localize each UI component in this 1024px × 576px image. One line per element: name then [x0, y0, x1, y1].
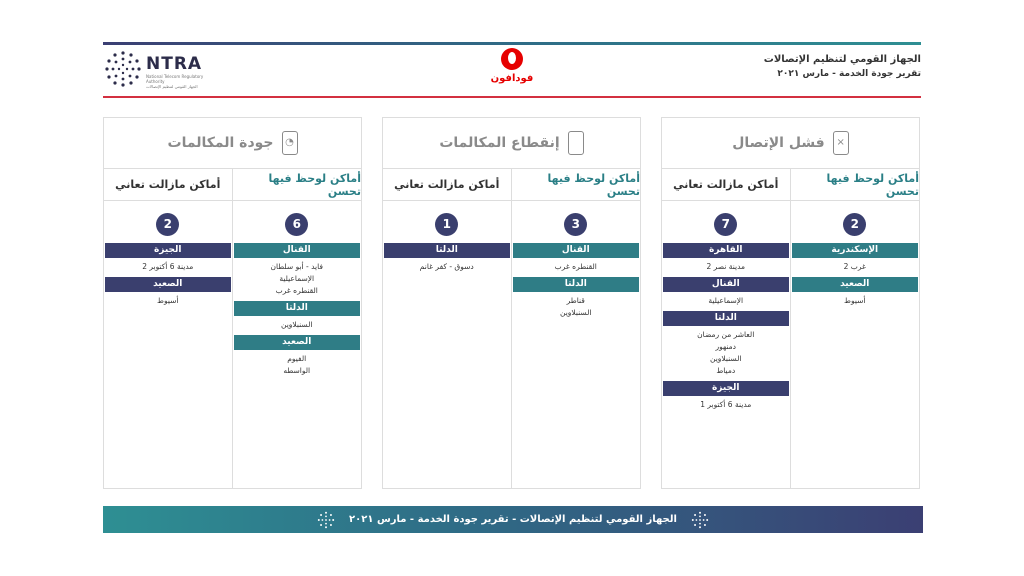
improved-column: [233, 169, 362, 489]
location-item: السنبلاوين: [560, 308, 592, 317]
count-badge: 6: [285, 213, 308, 236]
region-header: الصعيد: [105, 277, 231, 292]
region-items: [234, 258, 361, 301]
region-items: [384, 258, 510, 277]
report-header: [764, 54, 921, 79]
count-badge: 3: [564, 213, 587, 236]
ntra-logo-subtitle: National Telecom Regulatory Authority الجهاز القومي لتنظيم الإتصالات: [146, 74, 204, 89]
location-item: الفيوم: [287, 354, 307, 363]
region-header: الصعيد: [792, 277, 919, 292]
location-item: مدينة 6 أكتوبر 1: [700, 400, 752, 409]
region-group: [663, 277, 789, 311]
region-items: [663, 258, 789, 277]
region-group: [792, 243, 919, 277]
region-header: القنال: [513, 243, 640, 258]
header-bottom-rule: [103, 96, 921, 98]
column-header: أماكن لوحظ فيها تحسن: [512, 169, 641, 201]
region-header: الدلتا: [234, 301, 361, 316]
region-group: [663, 311, 789, 381]
region-header: القاهرة: [663, 243, 789, 258]
region-header: الصعيد: [234, 335, 361, 350]
suffering-column: [104, 169, 233, 489]
region-items: [663, 326, 789, 381]
location-item: الواسطه: [283, 366, 311, 375]
column-header: أماكن لوحظ فيها تحسن: [233, 169, 362, 201]
region-group: [513, 243, 640, 277]
region-header: الدلتا: [663, 311, 789, 326]
region-group: [105, 277, 231, 311]
region-items: [792, 292, 919, 311]
region-header: الجيزة: [105, 243, 231, 258]
location-item: دسوق - كفر غانم: [419, 262, 474, 271]
panel-title: جودة المكالمات: [167, 135, 274, 151]
region-header: الإسكندرية: [792, 243, 919, 258]
location-item: دمياط: [716, 366, 736, 375]
location-item: القنطره غرب: [275, 286, 318, 295]
location-item: الإسماعيلية: [279, 274, 315, 283]
location-item: القنطره غرب: [554, 262, 597, 271]
region-group: [234, 243, 361, 301]
column-header: أماكن مازالت تعاني: [104, 169, 232, 201]
panel-columns: [104, 169, 361, 489]
region-header: الدلتا: [384, 243, 510, 258]
panel-header: [662, 118, 919, 169]
report-title: تقرير جودة الخدمة - مارس ٢٠٢١: [777, 69, 921, 79]
org-title: الجهاز القومي لتنظيم الإتصالات: [763, 54, 921, 65]
panel-title: إنقطاع المكالمات: [439, 135, 560, 151]
region-items: [234, 316, 361, 335]
location-item: فايد - أبو سلطان: [270, 262, 323, 271]
location-item: أسيوط: [157, 296, 179, 305]
region-group: [513, 277, 640, 323]
column-header: أماكن مازالت تعاني: [662, 169, 790, 201]
ntra-emblem-icon: [317, 511, 335, 529]
call-drop-icon: [568, 131, 584, 155]
location-item: مدينة 6 أكتوبر 2: [142, 262, 194, 271]
region-items: [663, 292, 789, 311]
location-item: غرب 2: [843, 262, 866, 271]
region-group: [234, 335, 361, 381]
region-items: [105, 258, 231, 277]
column-header: أماكن لوحظ فيها تحسن: [791, 169, 920, 201]
location-item: قناطر: [566, 296, 585, 305]
kpi-panel: [661, 117, 920, 489]
region-group: [663, 381, 789, 415]
region-group: [792, 277, 919, 311]
location-item: مدينة نصر 2: [706, 262, 746, 271]
region-header: القنال: [234, 243, 361, 258]
count-badge: 2: [843, 213, 866, 236]
region-group: [105, 243, 231, 277]
location-item: السنبلاوين: [281, 320, 313, 329]
panel-columns: [383, 169, 640, 489]
column-header: أماكن مازالت تعاني: [383, 169, 511, 201]
location-item: دمنهور: [715, 342, 737, 351]
ntra-logo-icon: [104, 50, 142, 88]
count-badge: 7: [714, 213, 737, 236]
location-item: أسيوط: [844, 296, 866, 305]
region-header: الجيزة: [663, 381, 789, 396]
count-badge: 1: [435, 213, 458, 236]
region-header: الدلتا: [513, 277, 640, 292]
ntra-logo: [104, 50, 224, 90]
ntra-logo-text: NTRA: [146, 54, 203, 74]
header-top-rule: [103, 42, 921, 45]
operator-name: فودافون: [490, 73, 534, 84]
improved-column: [512, 169, 641, 489]
region-items: [234, 350, 361, 381]
region-group: [663, 243, 789, 277]
suffering-column: [383, 169, 512, 489]
ntra-emblem-icon: [691, 511, 709, 529]
kpi-panel: [382, 117, 641, 489]
panel-columns: [662, 169, 919, 489]
region-items: [513, 292, 640, 323]
improved-column: [791, 169, 920, 489]
suffering-column: [662, 169, 791, 489]
region-group: [234, 301, 361, 335]
footer-text: الجهاز القومي لتنظيم الإتصالات - تقرير جودة الخدمة - مارس ٢٠٢١: [349, 514, 677, 525]
region-group: [384, 243, 510, 277]
call-fail-icon: ×: [833, 131, 849, 155]
kpi-panel: [103, 117, 362, 489]
panel-header: [104, 118, 361, 169]
panel-title: فشل الإتصال: [732, 135, 825, 151]
region-items: [663, 396, 789, 415]
phone-quality-icon: ◔: [282, 131, 298, 155]
vodafone-logo-icon: [501, 48, 523, 70]
region-items: [792, 258, 919, 277]
location-item: العاشر من رمضان: [697, 330, 755, 339]
panel-header: [383, 118, 640, 169]
vodafone-logo: [480, 48, 544, 84]
region-items: [513, 258, 640, 277]
location-item: الإسماعيلية: [708, 296, 744, 305]
region-header: القنال: [663, 277, 789, 292]
location-item: السنبلاوين: [710, 354, 742, 363]
region-items: [105, 292, 231, 311]
count-badge: 2: [156, 213, 179, 236]
footer-bar: [103, 506, 923, 533]
